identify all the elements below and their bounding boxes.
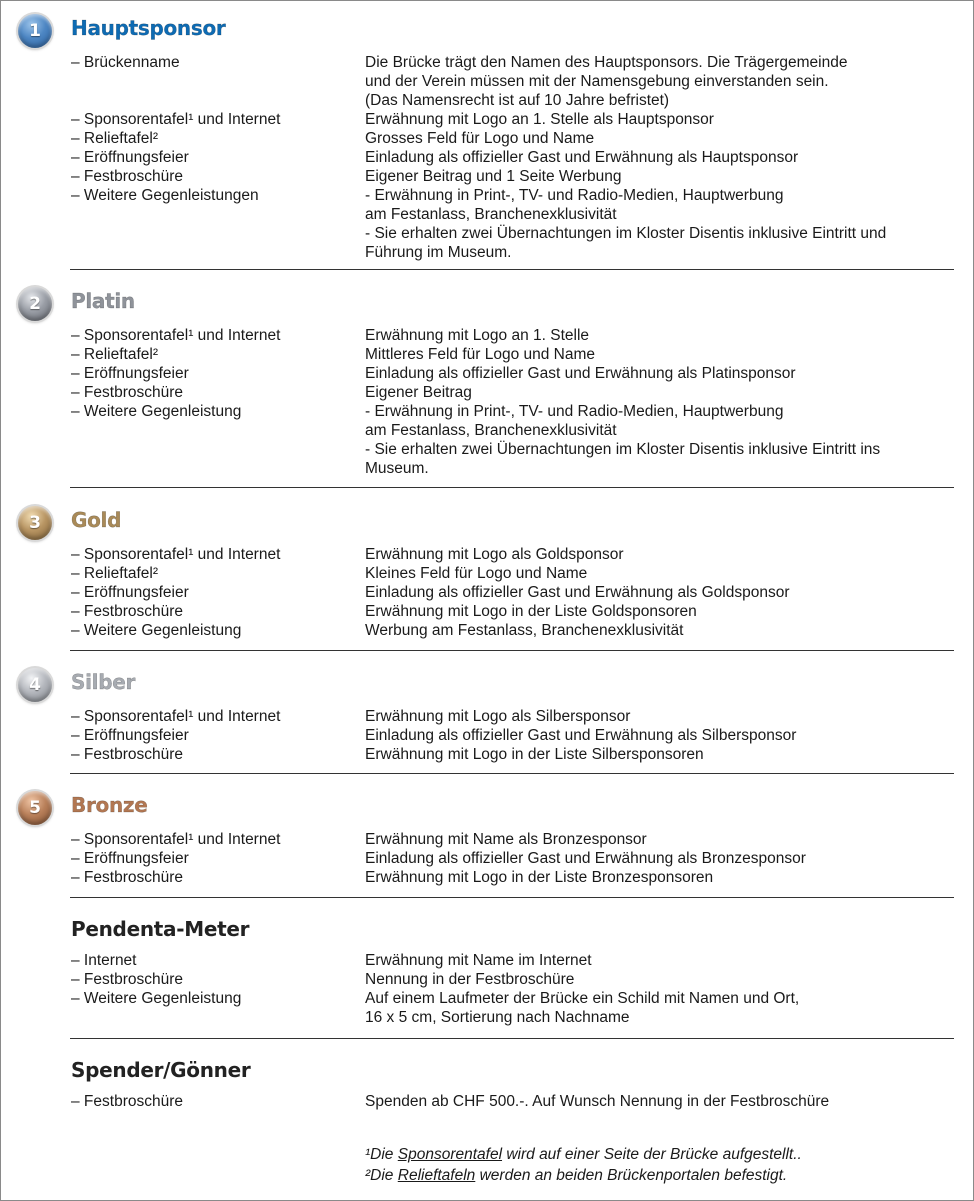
benefit-row — [1, 868, 973, 887]
benefit-value: Erwähnung mit Logo in der Liste Silbersponsoren — [365, 746, 704, 763]
benefit-row — [1, 402, 973, 478]
footnote-text: werden an beiden Brückenportalen befestigt. — [475, 1167, 788, 1184]
benefit-value: Erwähnung mit Logo als Goldsponsor — [365, 546, 624, 563]
benefit-row — [1, 564, 973, 583]
benefit-value: Erwähnung mit Logo an 1. Stelle — [365, 327, 590, 344]
benefit-value: Auf einem Laufmeter der Brücke ein Schild mit Namen und Ort, 16 x 5 cm, Sortierung nach Nachname — [365, 990, 800, 1026]
section-header — [1, 1058, 973, 1088]
benefit-value: Einladung als offizieller Gast und Erwähnung als Silbersponsor — [365, 727, 797, 744]
benefit-row — [1, 707, 973, 726]
benefit-list — [1, 830, 973, 887]
benefit-value: Kleines Feld für Logo und Name — [365, 565, 588, 582]
benefit-row — [1, 989, 973, 1027]
benefit-row — [1, 364, 973, 383]
footnote-mark: ¹ — [365, 1146, 371, 1163]
footnote-term: Sponsorentafel — [397, 1146, 503, 1163]
benefit-row — [1, 621, 973, 640]
benefit-row — [1, 545, 973, 564]
number-badge: 4 — [18, 668, 52, 702]
benefit-row — [1, 148, 973, 167]
benefit-label: – Weitere Gegenleistung — [71, 990, 242, 1007]
section-title: Hauptsponsor — [71, 16, 226, 40]
number-badge: 2 — [18, 287, 52, 321]
benefit-value: Einladung als offizieller Gast und Erwähnung als Goldsponsor — [365, 584, 790, 601]
benefit-label: – Weitere Gegenleistung — [71, 403, 242, 420]
number-badge: 1 — [18, 14, 52, 48]
benefit-row — [1, 583, 973, 602]
benefit-row — [1, 830, 973, 849]
section-title: Gold — [71, 508, 122, 532]
benefit-label: – Eröffnungsfeier — [71, 584, 189, 601]
section-title: Platin — [71, 289, 135, 313]
benefit-value: Die Brücke trägt den Namen des Hauptsponsors. Die Trägergemeinde und der Verein müssen mit der Namensgebung einverstanden sein. (Das Namensrecht ist auf 10 Jahre befristet) — [365, 54, 848, 109]
benefit-row — [1, 383, 973, 402]
benefit-row — [1, 110, 973, 129]
benefit-label: – Festbroschüre — [71, 971, 183, 988]
benefit-value: Werbung am Festanlass, Branchenexklusivität — [365, 622, 684, 639]
section-header — [1, 917, 973, 947]
benefit-list — [1, 951, 973, 1027]
section-title: Silber — [71, 670, 136, 694]
benefit-label: – Sponsorentafel¹ und Internet — [71, 111, 281, 128]
benefit-row — [1, 849, 973, 868]
benefit-label: – Internet — [71, 952, 137, 969]
benefit-value: Grosses Feld für Logo und Name — [365, 130, 595, 147]
section-divider — [70, 487, 954, 488]
benefit-label: – Eröffnungsfeier — [71, 727, 189, 744]
section-divider — [70, 269, 954, 270]
benefit-label: – Relieftafel² — [71, 565, 159, 582]
footnote-relieftafeln — [365, 1165, 787, 1187]
benefit-row — [1, 726, 973, 745]
benefit-value: Einladung als offizieller Gast und Erwähnung als Hauptsponsor — [365, 149, 799, 166]
benefit-label: – Festbroschüre — [71, 384, 183, 401]
benefit-label: – Weitere Gegenleistungen — [71, 187, 259, 204]
benefit-value: Erwähnung mit Logo als Silbersponsor — [365, 708, 631, 725]
benefit-value: Erwähnung mit Logo in der Liste Bronzesponsoren — [365, 869, 714, 886]
section-divider — [70, 773, 954, 774]
benefit-label: – Festbroschüre — [71, 603, 183, 620]
benefit-row — [1, 129, 973, 148]
benefit-value: Spenden ab CHF 500.-. Auf Wunsch Nennung in der Festbroschüre — [365, 1093, 830, 1110]
section-header — [1, 790, 973, 820]
footnote-term: Relieftafeln — [397, 1167, 476, 1184]
benefit-list — [1, 707, 973, 764]
benefit-label: – Festbroschüre — [71, 168, 183, 185]
footnote-text: wird auf einer Seite der Brücke aufgestellt.. — [502, 1146, 802, 1163]
section-header — [1, 13, 973, 43]
benefit-value: Nennung in der Festbroschüre — [365, 971, 575, 988]
benefit-label: – Relieftafel² — [71, 346, 159, 363]
benefit-value: Eigener Beitrag — [365, 384, 472, 401]
benefit-value: - Erwähnung in Print-, TV- und Radio-Medien, Hauptwerbung am Festanlass, Branchenexklusivität - Sie erhalten zwei Übernachtungen im Kloster Disentis inklusive Eintritt ins Museum. — [365, 403, 881, 477]
section-divider — [70, 1038, 954, 1039]
benefit-label: – Eröffnungsfeier — [71, 850, 189, 867]
section-header — [1, 286, 973, 316]
section-divider — [70, 897, 954, 898]
benefit-row — [1, 970, 973, 989]
number-badge: 5 — [18, 791, 52, 825]
benefit-label: – Eröffnungsfeier — [71, 149, 189, 166]
benefit-label: – Brückenname — [71, 54, 180, 71]
benefit-row — [1, 186, 973, 262]
benefit-label: – Weitere Gegenleistung — [71, 622, 242, 639]
section-title: Bronze — [71, 793, 148, 817]
benefit-row — [1, 951, 973, 970]
benefit-label: – Festbroschüre — [71, 1093, 183, 1110]
benefit-value: Einladung als offizieller Gast und Erwähnung als Bronzesponsor — [365, 850, 806, 867]
benefit-value: Erwähnung mit Logo in der Liste Goldsponsoren — [365, 603, 697, 620]
benefit-row — [1, 53, 973, 110]
benefit-label: – Festbroschüre — [71, 746, 183, 763]
benefit-value: Mittleres Feld für Logo und Name — [365, 346, 596, 363]
benefit-list — [1, 545, 973, 640]
footnote-mark: ² — [365, 1167, 371, 1184]
benefit-row — [1, 1092, 973, 1111]
benefit-value: Einladung als offizieller Gast und Erwähnung als Platinsponsor — [365, 365, 796, 382]
benefit-label: – Sponsorentafel¹ und Internet — [71, 708, 281, 725]
section-divider — [70, 650, 954, 651]
benefit-value: Erwähnung mit Name als Bronzesponsor — [365, 831, 647, 848]
section-title: Pendenta-Meter — [71, 917, 250, 941]
benefit-label: – Sponsorentafel¹ und Internet — [71, 831, 281, 848]
footnote-prefix: Die — [370, 1146, 398, 1163]
benefit-row — [1, 326, 973, 345]
section-title: Spender/Gönner — [71, 1058, 251, 1082]
footnote-sponsorentafel — [365, 1144, 802, 1166]
benefit-value: - Erwähnung in Print-, TV- und Radio-Medien, Hauptwerbung am Festanlass, Branchenexklusivität - Sie erhalten zwei Übernachtungen im Kloster Disentis inklusive Eintritt und Führung im Museum. — [365, 187, 887, 261]
benefit-label: – Sponsorentafel¹ und Internet — [71, 327, 281, 344]
benefit-label: – Festbroschüre — [71, 869, 183, 886]
section-header — [1, 667, 973, 697]
benefit-row — [1, 345, 973, 364]
benefit-row — [1, 602, 973, 621]
benefit-label: – Eröffnungsfeier — [71, 365, 189, 382]
footnote-prefix: Die — [370, 1167, 398, 1184]
benefit-row — [1, 745, 973, 764]
benefit-label: – Relieftafel² — [71, 130, 159, 147]
benefit-row — [1, 167, 973, 186]
benefit-value: Erwähnung mit Logo an 1. Stelle als Hauptsponsor — [365, 111, 714, 128]
benefit-list — [1, 1092, 973, 1111]
benefit-value: Erwähnung mit Name im Internet — [365, 952, 592, 969]
benefit-value: Eigener Beitrag und 1 Seite Werbung — [365, 168, 622, 185]
benefit-list — [1, 53, 973, 262]
number-badge: 3 — [18, 506, 52, 540]
benefit-label: – Sponsorentafel¹ und Internet — [71, 546, 281, 563]
benefit-list — [1, 326, 973, 478]
section-header — [1, 505, 973, 535]
